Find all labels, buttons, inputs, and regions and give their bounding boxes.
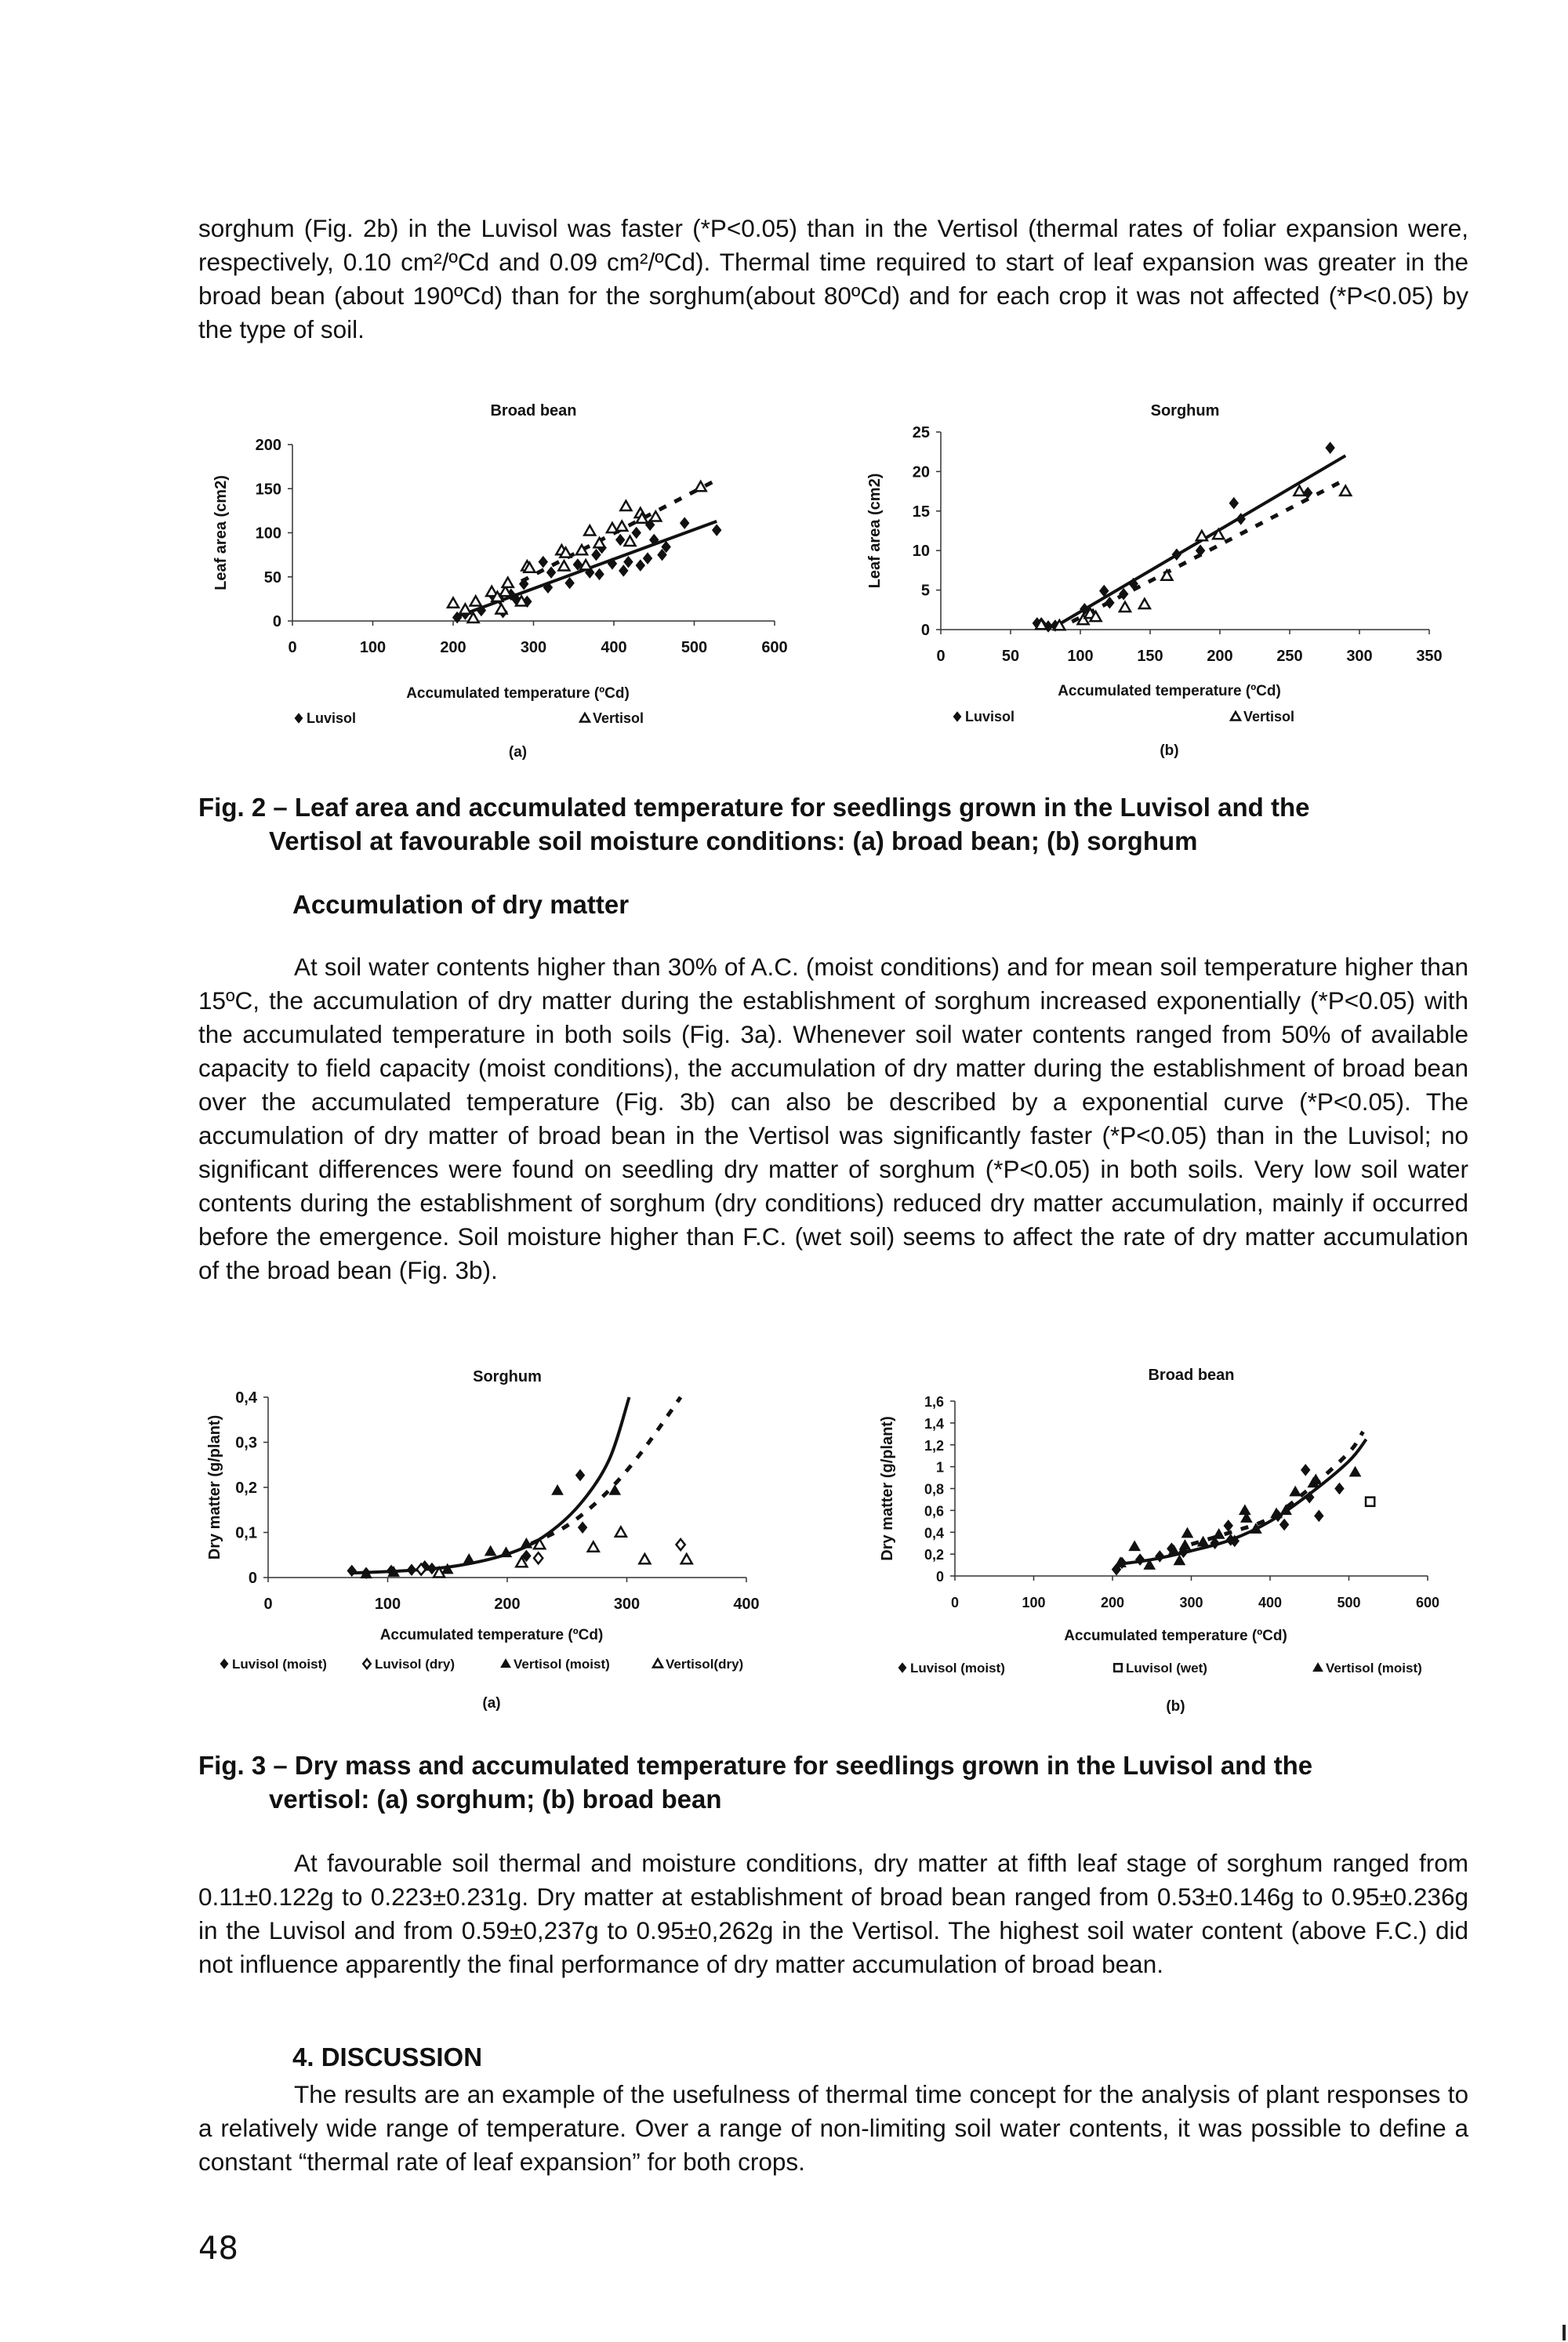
- open-triangle-marker: [1196, 531, 1207, 540]
- open-triangle-marker: [588, 1541, 599, 1551]
- filled-diamond-marker: [220, 1659, 228, 1668]
- fig3b-chart: [862, 1356, 1490, 1721]
- y-tick-label: 15: [912, 503, 930, 521]
- dashed-trend-line: [532, 1397, 681, 1544]
- fig2-caption-line1: Fig. 2 – Leaf area and accumulated temperature for seedlings grown in the Luvisol and the: [198, 793, 1310, 822]
- open-triangle-marker: [558, 561, 569, 570]
- filled-triangle-marker: [609, 1485, 620, 1494]
- fig3a-plot: [204, 1356, 815, 1717]
- dashed-trend-line: [1072, 480, 1345, 622]
- x-tick-label: 300: [520, 639, 547, 656]
- paragraph-text: At soil water contents higher than 30% of A.C. (moist conditions) and for mean soil temperature higher than 15ºC, the accumulation of dry matter during the establishment of sorghum increased exponentially (*P<0.05) with the accumulated temperature in both soils (Fig. 3a). Whenever soil water contents ranged from 50% of available capacity to field capacity (moist conditions), the accumulation of dry matter during the establishment of broad bean over the accumulated temperature (Fig. 3b) can also be described by a exponential curve (*P<0.05). The accumulation of dry matter of broad bean in the Vertisol was significantly faster (*P<0.05) than in the Luvisol; no significant differences were found on seedling dry matter of sorghum (*P<0.05) in both soils. Very low soil water contents during the establishment of sorghum (dry conditions) reduced dry matter accumulation, mainly if occurred before the emergence. Soil moisture higher than F.C. (wet soil) seems to affect the rate of dry matter accumulation of the broad bean (Fig. 3b).: [198, 953, 1468, 1284]
- filled-diamond-marker: [713, 525, 721, 536]
- y-tick-label: 1,4: [924, 1415, 944, 1432]
- legend-label: Vertisol: [1243, 709, 1295, 724]
- filled-triangle-marker: [1240, 1505, 1250, 1514]
- legend-label: Luvisol (moist): [910, 1661, 1005, 1676]
- y-axis-label: Leaf area (cm2): [866, 473, 884, 589]
- x-tick-label: 0: [263, 1596, 273, 1613]
- chart-title: Sorghum: [473, 1368, 542, 1385]
- filled-diamond-marker: [1279, 1519, 1288, 1530]
- open-triangle-marker: [448, 598, 459, 608]
- open-triangle-marker: [584, 525, 595, 535]
- y-tick-label: 1,2: [924, 1437, 944, 1454]
- filled-diamond-marker: [632, 528, 641, 539]
- open-triangle-marker: [1213, 529, 1224, 539]
- y-tick-label: 0,6: [924, 1503, 944, 1520]
- x-axis-label: Accumulated temperature (ºCd): [406, 685, 630, 702]
- open-square-marker: [1366, 1498, 1374, 1506]
- filled-diamond-marker: [953, 712, 961, 721]
- section-heading-dry-matter: Accumulation of dry matter: [292, 890, 630, 919]
- open-square-marker: [1114, 1664, 1122, 1672]
- x-tick-label: 100: [374, 1596, 401, 1613]
- x-tick-label: 50: [1001, 648, 1020, 665]
- chart-title: Broad bean: [490, 402, 577, 419]
- legend-label: Luvisol (moist): [232, 1657, 327, 1672]
- y-tick-label: 0,2: [235, 1480, 257, 1497]
- fig2a-plot: [204, 392, 800, 776]
- filled-diamond-marker: [1229, 498, 1238, 509]
- series-vertisol: [448, 481, 706, 623]
- fig2-caption-line2: Vertisol at favourable soil moisture conditions: (a) broad bean; (b) sorghum: [269, 826, 1198, 855]
- filled-diamond-marker: [546, 567, 555, 578]
- legend-label: Luvisol: [965, 709, 1015, 724]
- legend: [953, 709, 1294, 724]
- y-tick-label: 0: [935, 1569, 944, 1585]
- legend-label: Luvisol (wet): [1126, 1661, 1207, 1676]
- filled-diamond-marker: [636, 560, 644, 571]
- axes: [936, 432, 1429, 634]
- filled-diamond-marker: [1315, 1510, 1323, 1521]
- y-tick-label: 0,3: [235, 1434, 257, 1452]
- x-tick-label: 400: [601, 639, 627, 656]
- filled-diamond-marker: [539, 557, 547, 568]
- y-tick-label: 50: [263, 568, 281, 586]
- filled-diamond-marker: [898, 1663, 906, 1672]
- x-tick-label: 200: [1207, 648, 1233, 665]
- filled-diamond-marker: [347, 1565, 356, 1576]
- open-triangle-marker: [1120, 602, 1131, 612]
- paragraph-dry-matter: [198, 950, 1468, 1287]
- filled-diamond-marker: [624, 557, 633, 568]
- x-tick-label: 500: [681, 639, 708, 656]
- paragraph-text: sorghum (Fig. 2b) in the Luvisol was faster (*P<0.05) than in the Vertisol (thermal rates of foliar expansion were, respectively, 0.10 cm²/ºCd and 0.09 cm²/ºCd). Thermal time required to start of leaf expansion was greater in the broad bean (about 190ºCd) than for the sorghum(about 80ºCd) and for each crop it was not affected (*P<0.05) by the type of soil.: [198, 214, 1468, 343]
- fig2b-plot: [862, 392, 1474, 776]
- legend-label: Vertisol (moist): [514, 1657, 610, 1672]
- x-tick-label: 0: [288, 639, 297, 656]
- filled-triangle-marker: [552, 1485, 563, 1494]
- fig3a-chart: [204, 1356, 815, 1721]
- open-triangle-marker: [1139, 599, 1150, 608]
- y-tick-label: 0,1: [235, 1524, 257, 1542]
- x-tick-label: 100: [1022, 1595, 1046, 1610]
- x-tick-label: 200: [1100, 1595, 1125, 1610]
- filled-diamond-marker: [427, 1563, 436, 1574]
- filled-diamond-marker: [643, 553, 652, 564]
- filled-diamond-marker: [1105, 597, 1114, 608]
- open-triangle-marker: [580, 713, 590, 722]
- y-axis-label: Leaf area (cm2): [212, 475, 230, 590]
- panel-label: (b): [1160, 743, 1179, 759]
- filled-triangle-marker: [1214, 1529, 1225, 1538]
- y-axis-label: Dry matter (g/plant): [879, 1416, 896, 1561]
- filled-diamond-marker: [1335, 1483, 1344, 1494]
- legend-label: Vertisol: [593, 710, 644, 726]
- y-tick-label: 20: [912, 463, 930, 481]
- y-tick-label: 0,2: [924, 1547, 944, 1563]
- y-tick-label: 0: [272, 613, 281, 630]
- x-tick-label: 0: [936, 648, 946, 665]
- x-tick-label: 400: [733, 1596, 760, 1613]
- legend: [220, 1657, 743, 1672]
- filled-diamond-marker: [295, 713, 303, 723]
- fig2-caption: [198, 790, 1484, 858]
- filled-triangle-marker: [463, 1554, 474, 1563]
- open-diamond-marker: [534, 1552, 543, 1563]
- open-triangle-marker: [639, 1554, 650, 1563]
- x-tick-label: 600: [1415, 1595, 1440, 1610]
- filled-triangle-marker: [1350, 1467, 1361, 1476]
- legend: [295, 710, 644, 726]
- filled-triangle-marker: [1198, 1537, 1209, 1546]
- fig3-caption-line1: Fig. 3 – Dry mass and accumulated temperature for seedlings grown in the Luvisol and the: [198, 1751, 1313, 1780]
- filled-diamond-marker: [619, 565, 628, 576]
- fig3-caption-line2: vertisol: (a) sorghum; (b) broad bean: [269, 1785, 722, 1814]
- series-luvisol: [1033, 442, 1334, 632]
- x-tick-label: 200: [494, 1596, 521, 1613]
- y-tick-label: 25: [912, 424, 930, 441]
- filled-diamond-marker: [1326, 442, 1334, 453]
- open-diamond-marker: [363, 1659, 371, 1668]
- y-tick-label: 0,4: [924, 1525, 944, 1541]
- fig2a-chart: [204, 392, 800, 780]
- open-triangle-marker: [503, 578, 514, 587]
- panel-label: (a): [482, 1695, 501, 1712]
- filled-diamond-marker: [592, 550, 601, 561]
- filled-diamond-marker: [578, 1522, 586, 1533]
- x-tick-label: 400: [1258, 1595, 1283, 1610]
- fig3-caption: [198, 1748, 1484, 1816]
- y-tick-label: 0,4: [235, 1389, 257, 1407]
- open-triangle-marker: [695, 481, 706, 491]
- axes: [950, 1401, 1428, 1581]
- legend-label: Vertisol (moist): [1326, 1661, 1422, 1676]
- open-triangle-marker: [1340, 486, 1351, 496]
- open-triangle-marker: [620, 501, 631, 510]
- filled-triangle-marker: [1181, 1528, 1192, 1538]
- open-triangle-marker: [650, 511, 661, 521]
- open-triangle-marker: [1231, 712, 1240, 721]
- open-triangle-marker: [625, 536, 636, 546]
- y-tick-label: 1: [935, 1459, 944, 1476]
- filled-diamond-marker: [595, 568, 604, 579]
- x-tick-label: 150: [1137, 648, 1163, 665]
- series-vertisol-dry-: [434, 1527, 692, 1578]
- open-triangle-marker: [470, 596, 481, 605]
- filled-triangle-marker: [1310, 1474, 1321, 1483]
- filled-triangle-marker: [1179, 1540, 1190, 1549]
- y-tick-label: 1,6: [924, 1394, 944, 1410]
- open-triangle-marker: [1294, 486, 1305, 496]
- panel-label: (a): [508, 744, 528, 761]
- y-axis-label: Dry matter (g/plant): [206, 1414, 223, 1560]
- filled-diamond-marker: [681, 517, 689, 528]
- paragraph-dry-matter-results: [198, 1846, 1468, 1981]
- chart-title: Broad bean: [1148, 1367, 1235, 1384]
- open-triangle-marker: [653, 1659, 662, 1668]
- page-number: 48: [198, 2231, 238, 2267]
- open-triangle-marker: [681, 1554, 692, 1563]
- filled-diamond-marker: [1224, 1520, 1232, 1531]
- filled-diamond-marker: [575, 1469, 584, 1480]
- x-axis-label: Accumulated temperature (ºCd): [1064, 1628, 1287, 1644]
- y-tick-label: 10: [912, 543, 930, 561]
- x-tick-label: 200: [440, 639, 466, 656]
- open-diamond-marker: [677, 1539, 685, 1550]
- x-axis-label: Accumulated temperature (ºCd): [379, 1627, 604, 1643]
- x-tick-label: 300: [1346, 648, 1373, 665]
- open-triangle-marker: [496, 604, 507, 613]
- x-tick-label: 350: [1416, 648, 1443, 665]
- x-tick-label: 300: [1179, 1595, 1203, 1610]
- x-axis-label: Accumulated temperature (ºCd): [1058, 683, 1281, 699]
- filled-diamond-marker: [1301, 1465, 1310, 1476]
- panel-label: (b): [1166, 1698, 1185, 1715]
- open-triangle-marker: [459, 604, 470, 613]
- solid-trend-line: [1120, 1440, 1367, 1564]
- x-tick-label: 500: [1337, 1595, 1361, 1610]
- filled-triangle-marker: [1129, 1541, 1140, 1550]
- legend-label: Vertisol(dry): [666, 1657, 744, 1672]
- legend-label: Luvisol (dry): [375, 1657, 456, 1672]
- filled-diamond-marker: [616, 535, 625, 546]
- y-tick-label: 200: [255, 437, 281, 454]
- y-tick-label: 150: [255, 481, 281, 499]
- y-tick-label: 0: [920, 622, 930, 639]
- series-luvisol-moist-: [1112, 1465, 1344, 1575]
- x-tick-label: 600: [761, 639, 788, 656]
- legend: [898, 1661, 1422, 1676]
- paragraph-text: The results are an example of the usefulness of thermal time concept for the analysis of plant responses to a relatively wide range of temperature. Over a range of non-limiting soil water contents, it was possible to define a constant “thermal rate of leaf expansion” for both crops.: [198, 2080, 1468, 2176]
- paragraph-leaf-expansion: [198, 212, 1468, 347]
- filled-triangle-marker: [1313, 1663, 1323, 1672]
- section-heading-discussion: 4. DISCUSSION: [292, 2042, 483, 2071]
- x-tick-label: 300: [613, 1596, 641, 1613]
- x-tick-label: 100: [1067, 648, 1094, 665]
- paragraph-discussion: [198, 2078, 1468, 2179]
- filled-triangle-marker: [485, 1546, 496, 1556]
- y-tick-label: 0: [248, 1570, 257, 1587]
- series-luvisol-wet-: [1366, 1498, 1374, 1506]
- fig3b-plot: [862, 1356, 1490, 1717]
- filled-diamond-marker: [1304, 488, 1312, 499]
- chart-title: Sorghum: [1150, 402, 1220, 419]
- open-triangle-marker: [615, 1527, 626, 1537]
- y-tick-label: 5: [920, 582, 930, 600]
- scan-artifact: [1563, 2325, 1566, 2340]
- x-tick-label: 250: [1276, 648, 1303, 665]
- filled-diamond-marker: [565, 578, 574, 589]
- x-tick-label: 0: [950, 1595, 960, 1610]
- legend-label: Luvisol: [307, 710, 357, 726]
- fig2b-chart: [862, 392, 1474, 780]
- filled-diamond-marker: [407, 1564, 416, 1575]
- paragraph-text: At favourable soil thermal and moisture conditions, dry matter at fifth leaf stage of sorghum ranged from 0.11±0.122g to 0.223±0.231g. Dry matter at establishment of broad bean ranged from 0.53±0.146g to 0.95±0.236g in the Luvisol and from 0.59±0,237g to 0.95±0,262g in the Vertisol. The highest soil water content (above F.C.) did not influence apparently the final performance of dry matter accumulation of broad bean.: [198, 1849, 1468, 1978]
- filled-triangle-marker: [1290, 1487, 1301, 1496]
- filled-triangle-marker: [501, 1659, 510, 1668]
- open-triangle-marker: [616, 521, 627, 531]
- axes: [288, 445, 775, 626]
- y-tick-label: 0,8: [924, 1481, 944, 1498]
- open-triangle-marker: [580, 560, 591, 569]
- y-tick-label: 100: [255, 525, 281, 543]
- x-tick-label: 100: [359, 639, 387, 656]
